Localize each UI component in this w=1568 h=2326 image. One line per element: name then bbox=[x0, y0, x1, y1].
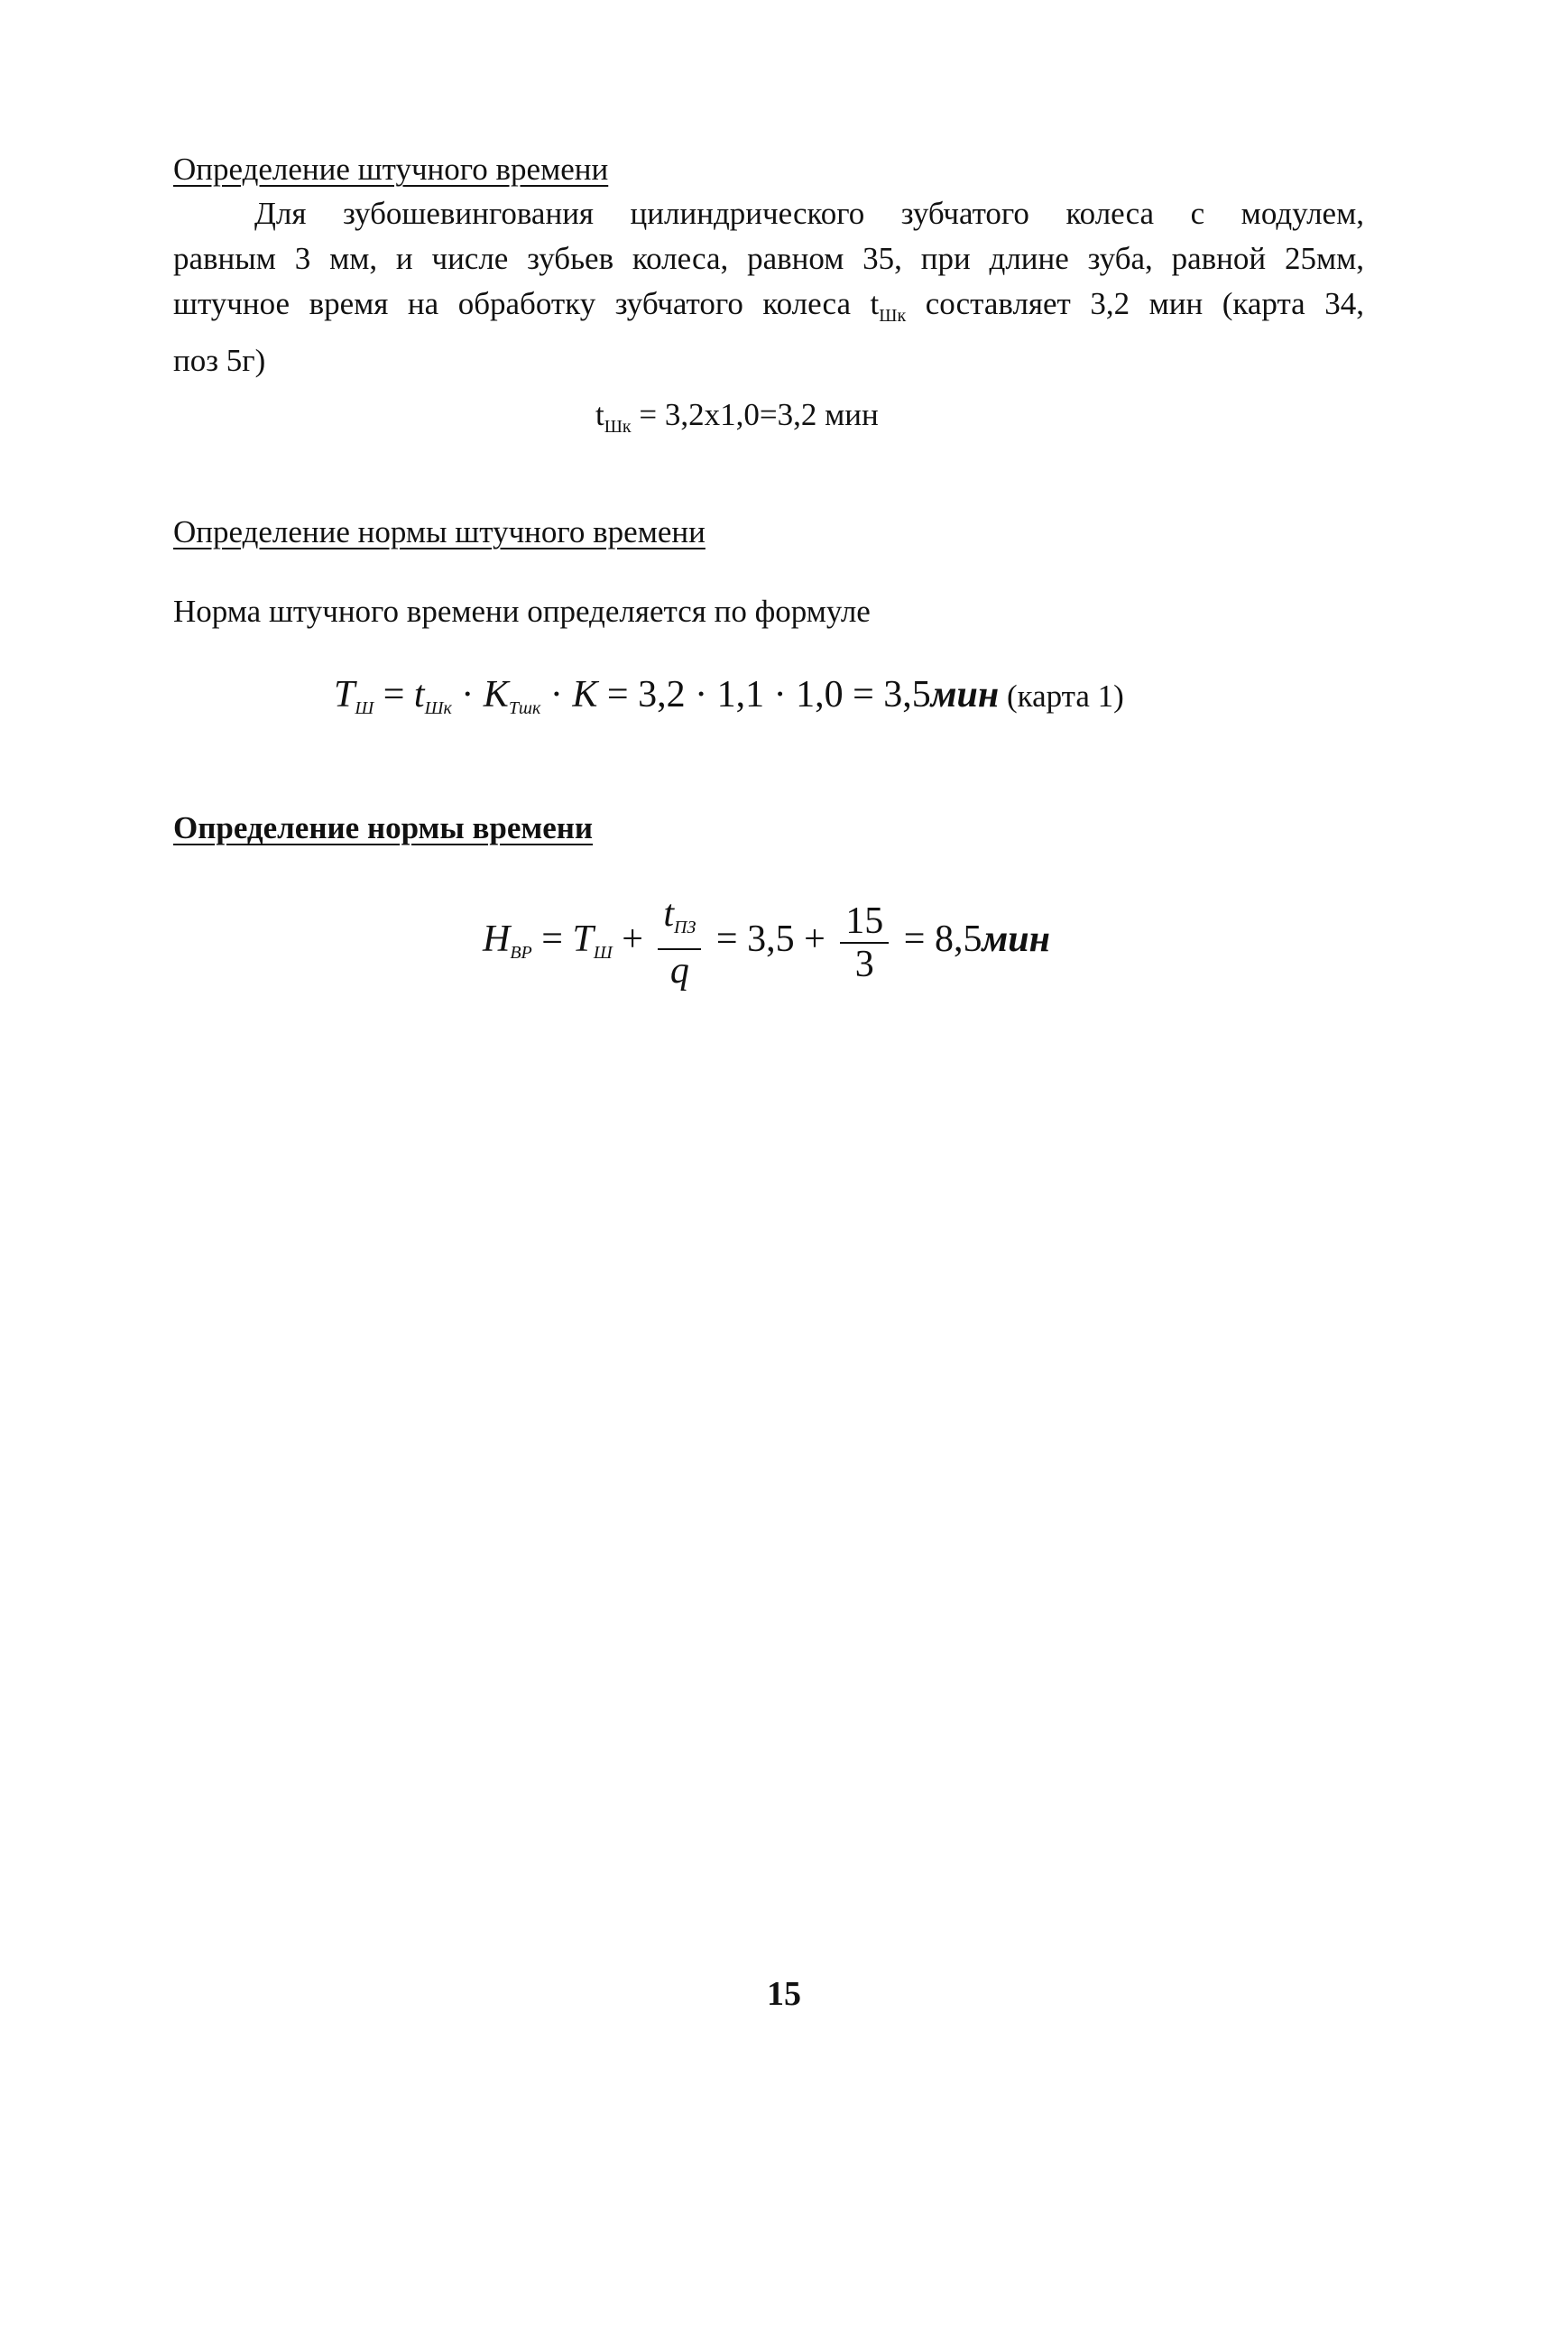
paragraph-line-1: Для зубошевингования цилиндрического зубчатого колеса с модулем, bbox=[254, 196, 1364, 231]
section-heading-time-norm: Определение нормы времени bbox=[173, 810, 594, 845]
formula-piece-time-norm: $T_Ш = t_{Шк} \cdot K_{Тшк} \cdot K = 3,2 \cdot 1,1 \cdot 1,0 = 3,5мин$ (карта 1) bbox=[334, 674, 1124, 718]
paragraph-piece-time bbox=[173, 191, 1364, 383]
paragraph-line-2: равным 3 мм, и числе зубьев колеса, равном 35, при длине зуба, равной 25мм, bbox=[173, 241, 1364, 276]
formula-time-norm: $H_{ВР} = T_Ш$ + $\frac{t_{ПЗ}}{q}$ = 3,5 + $\frac{15}{3}$ = 8,5мин bbox=[483, 893, 1050, 992]
section-heading-piece-time-norm: Определение нормы штучного времени bbox=[173, 514, 706, 549]
page-number: 15 bbox=[767, 1975, 801, 2013]
formula-piece-time: $t_{Шк} = 3,2х1,0=3,2$ мин bbox=[595, 397, 879, 437]
section-heading-piece-time: Определение штучного времени bbox=[173, 152, 609, 187]
paragraph-line-4: поз 5г) bbox=[173, 343, 266, 378]
fraction-tpz-over-q: $\frac{t_{ПЗ}}{q}$ bbox=[658, 893, 701, 992]
paragraph-line-3: штучное время на обработку зубчатого колеса $t_{Шк}$ составляет 3,2 мин (карта 34, bbox=[173, 286, 1364, 326]
fraction-15-over-3: $\frac{15}{3}$ bbox=[840, 900, 889, 985]
formula-intro-text: Норма штучного времени определяется по формуле bbox=[173, 594, 871, 629]
